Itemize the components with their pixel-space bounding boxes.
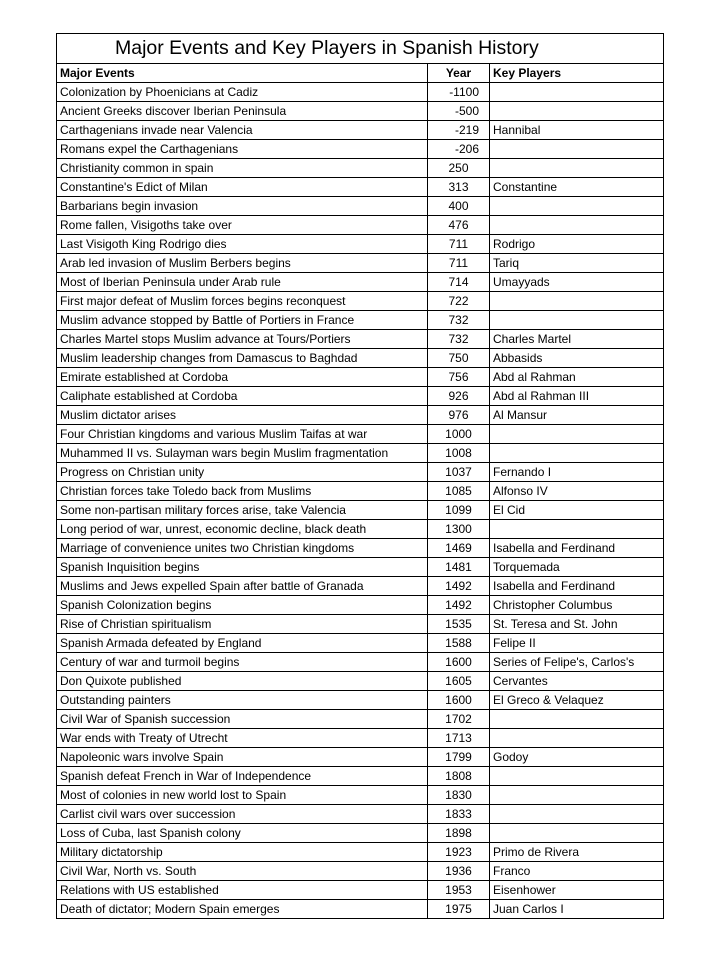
key-players-cell: Franco: [490, 862, 664, 881]
event-cell: Loss of Cuba, last Spanish colony: [57, 824, 428, 843]
event-cell: Muslim dictator arises: [57, 406, 428, 425]
table-row: [57, 900, 664, 919]
table-row: [57, 729, 664, 748]
event-cell: Rise of Christian spiritualism: [57, 615, 428, 634]
table-row: [57, 121, 664, 140]
key-players-cell: Constantine: [490, 178, 664, 197]
table-row: [57, 520, 664, 539]
event-cell: Long period of war, unrest, economic decline, black death: [57, 520, 428, 539]
year-cell: 1975: [428, 900, 490, 919]
table-body: [57, 34, 664, 919]
event-cell: Last Visigoth King Rodrigo dies: [57, 235, 428, 254]
table-row: [57, 102, 664, 121]
table-row: [57, 83, 664, 102]
key-players-cell: [490, 786, 664, 805]
year-cell: 1936: [428, 862, 490, 881]
table-row: [57, 197, 664, 216]
year-cell: 313: [428, 178, 490, 197]
year-cell: 1799: [428, 748, 490, 767]
event-cell: Outstanding painters: [57, 691, 428, 710]
year-cell: 476: [428, 216, 490, 235]
table-row: [57, 178, 664, 197]
key-players-cell: Abd al Rahman III: [490, 387, 664, 406]
key-players-cell: Al Mansur: [490, 406, 664, 425]
event-cell: Rome fallen, Visigoths take over: [57, 216, 428, 235]
year-cell: 711: [428, 235, 490, 254]
key-players-cell: Godoy: [490, 748, 664, 767]
year-cell: 1037: [428, 463, 490, 482]
event-cell: Barbarians begin invasion: [57, 197, 428, 216]
key-players-cell: [490, 292, 664, 311]
header-key-players: Key Players: [490, 64, 664, 83]
event-cell: Most of Iberian Peninsula under Arab rule: [57, 273, 428, 292]
key-players-cell: [490, 83, 664, 102]
year-cell: 1600: [428, 653, 490, 672]
year-cell: 1469: [428, 539, 490, 558]
table-row: [57, 748, 664, 767]
table-row: [57, 786, 664, 805]
table-row: [57, 254, 664, 273]
table-row: [57, 292, 664, 311]
table-row: [57, 349, 664, 368]
key-players-cell: [490, 311, 664, 330]
key-players-cell: Charles Martel: [490, 330, 664, 349]
key-players-cell: Isabella and Ferdinand: [490, 539, 664, 558]
key-players-cell: [490, 767, 664, 786]
event-cell: Century of war and turmoil begins: [57, 653, 428, 672]
year-cell: -219: [428, 121, 490, 140]
table-row: [57, 710, 664, 729]
year-cell: 750: [428, 349, 490, 368]
event-cell: Muslim leadership changes from Damascus to Baghdad: [57, 349, 428, 368]
table-row: [57, 425, 664, 444]
year-cell: 711: [428, 254, 490, 273]
year-cell: -500: [428, 102, 490, 121]
table-row: [57, 159, 664, 178]
key-players-cell: El Greco & Velaquez: [490, 691, 664, 710]
key-players-cell: Fernando I: [490, 463, 664, 482]
key-players-cell: Alfonso IV: [490, 482, 664, 501]
key-players-cell: [490, 444, 664, 463]
key-players-cell: Christopher Columbus: [490, 596, 664, 615]
table-row: [57, 235, 664, 254]
event-cell: Caliphate established at Cordoba: [57, 387, 428, 406]
key-players-cell: Cervantes: [490, 672, 664, 691]
event-cell: Relations with US established: [57, 881, 428, 900]
year-cell: 1702: [428, 710, 490, 729]
year-cell: 732: [428, 311, 490, 330]
event-cell: Four Christian kingdoms and various Muslim Taifas at war: [57, 425, 428, 444]
key-players-cell: El Cid: [490, 501, 664, 520]
key-players-cell: Isabella and Ferdinand: [490, 577, 664, 596]
event-cell: Some non-partisan military forces arise, take Valencia: [57, 501, 428, 520]
key-players-cell: Torquemada: [490, 558, 664, 577]
event-cell: First major defeat of Muslim forces begins reconquest: [57, 292, 428, 311]
key-players-cell: [490, 520, 664, 539]
event-cell: Carlist civil wars over succession: [57, 805, 428, 824]
year-cell: 1600: [428, 691, 490, 710]
year-cell: 1588: [428, 634, 490, 653]
event-cell: Progress on Christian unity: [57, 463, 428, 482]
year-cell: 1492: [428, 577, 490, 596]
table-row: [57, 216, 664, 235]
event-cell: Constantine's Edict of Milan: [57, 178, 428, 197]
table-row: [57, 596, 664, 615]
table-row: [57, 767, 664, 786]
event-cell: War ends with Treaty of Utrecht: [57, 729, 428, 748]
event-cell: Emirate established at Cordoba: [57, 368, 428, 387]
table-row: [57, 140, 664, 159]
table-row: [57, 444, 664, 463]
key-players-cell: Rodrigo: [490, 235, 664, 254]
table-row: [57, 330, 664, 349]
key-players-cell: Tariq: [490, 254, 664, 273]
key-players-cell: Abd al Rahman: [490, 368, 664, 387]
key-players-cell: [490, 425, 664, 444]
event-cell: Spanish Armada defeated by England: [57, 634, 428, 653]
table-row: [57, 672, 664, 691]
year-cell: 1605: [428, 672, 490, 691]
key-players-cell: [490, 159, 664, 178]
event-cell: Napoleonic wars involve Spain: [57, 748, 428, 767]
table-row: [57, 501, 664, 520]
key-players-cell: Abbasids: [490, 349, 664, 368]
year-cell: 250: [428, 159, 490, 178]
event-cell: Colonization by Phoenicians at Cadiz: [57, 83, 428, 102]
year-cell: 1713: [428, 729, 490, 748]
key-players-cell: Felipe II: [490, 634, 664, 653]
table-row: [57, 843, 664, 862]
event-cell: Civil War of Spanish succession: [57, 710, 428, 729]
key-players-cell: [490, 824, 664, 843]
table-row: [57, 406, 664, 425]
table-title: Major Events and Key Players in Spanish History: [57, 34, 664, 64]
header-major-events: Major Events: [57, 64, 428, 83]
event-cell: Ancient Greeks discover Iberian Peninsula: [57, 102, 428, 121]
key-players-cell: Eisenhower: [490, 881, 664, 900]
event-cell: Christianity common in spain: [57, 159, 428, 178]
key-players-cell: Hannibal: [490, 121, 664, 140]
key-players-cell: St. Teresa and St. John: [490, 615, 664, 634]
year-cell: 1535: [428, 615, 490, 634]
year-cell: 1808: [428, 767, 490, 786]
event-cell: Don Quixote published: [57, 672, 428, 691]
history-table: [56, 33, 664, 919]
key-players-cell: Series of Felipe's, Carlos's: [490, 653, 664, 672]
year-cell: 1923: [428, 843, 490, 862]
key-players-cell: [490, 729, 664, 748]
key-players-cell: [490, 140, 664, 159]
year-cell: 1898: [428, 824, 490, 843]
year-cell: 1492: [428, 596, 490, 615]
year-cell: -206: [428, 140, 490, 159]
event-cell: Spanish Inquisition begins: [57, 558, 428, 577]
year-cell: 400: [428, 197, 490, 216]
year-cell: 732: [428, 330, 490, 349]
key-players-cell: [490, 102, 664, 121]
year-cell: -1100: [428, 83, 490, 102]
year-cell: 1830: [428, 786, 490, 805]
event-cell: Charles Martel stops Muslim advance at Tours/Portiers: [57, 330, 428, 349]
table-row: [57, 273, 664, 292]
table-row: [57, 387, 664, 406]
event-cell: Spanish Colonization begins: [57, 596, 428, 615]
year-cell: 722: [428, 292, 490, 311]
header-row: [57, 64, 664, 83]
title-row: [57, 34, 664, 64]
event-cell: Romans expel the Carthagenians: [57, 140, 428, 159]
table-row: [57, 539, 664, 558]
year-cell: 714: [428, 273, 490, 292]
year-cell: 1300: [428, 520, 490, 539]
table-row: [57, 634, 664, 653]
key-players-cell: Umayyads: [490, 273, 664, 292]
year-cell: 926: [428, 387, 490, 406]
table-row: [57, 862, 664, 881]
year-cell: 1953: [428, 881, 490, 900]
event-cell: Arab led invasion of Muslim Berbers begins: [57, 254, 428, 273]
event-cell: Muslim advance stopped by Battle of Portiers in France: [57, 311, 428, 330]
table-row: [57, 311, 664, 330]
event-cell: Most of colonies in new world lost to Spain: [57, 786, 428, 805]
event-cell: Civil War, North vs. South: [57, 862, 428, 881]
table-row: [57, 691, 664, 710]
year-cell: 1008: [428, 444, 490, 463]
key-players-cell: Juan Carlos I: [490, 900, 664, 919]
table-row: [57, 805, 664, 824]
event-cell: Spanish defeat French in War of Independence: [57, 767, 428, 786]
table-row: [57, 368, 664, 387]
event-cell: Muslims and Jews expelled Spain after battle of Granada: [57, 577, 428, 596]
table-row: [57, 482, 664, 501]
table-row: [57, 653, 664, 672]
year-cell: 1085: [428, 482, 490, 501]
event-cell: Carthagenians invade near Valencia: [57, 121, 428, 140]
event-cell: Christian forces take Toledo back from Muslims: [57, 482, 428, 501]
key-players-cell: [490, 216, 664, 235]
table-row: [57, 881, 664, 900]
key-players-cell: Primo de Rivera: [490, 843, 664, 862]
event-cell: Marriage of convenience unites two Christian kingdoms: [57, 539, 428, 558]
year-cell: 1481: [428, 558, 490, 577]
table-row: [57, 463, 664, 482]
key-players-cell: [490, 710, 664, 729]
key-players-cell: [490, 805, 664, 824]
table-row: [57, 824, 664, 843]
event-cell: Death of dictator; Modern Spain emerges: [57, 900, 428, 919]
event-cell: Military dictatorship: [57, 843, 428, 862]
table-row: [57, 577, 664, 596]
year-cell: 976: [428, 406, 490, 425]
key-players-cell: [490, 197, 664, 216]
table-row: [57, 558, 664, 577]
year-cell: 1000: [428, 425, 490, 444]
event-cell: Muhammed II vs. Sulayman wars begin Muslim fragmentation: [57, 444, 428, 463]
header-year: Year: [428, 64, 490, 83]
table-row: [57, 615, 664, 634]
year-cell: 1833: [428, 805, 490, 824]
year-cell: 756: [428, 368, 490, 387]
year-cell: 1099: [428, 501, 490, 520]
